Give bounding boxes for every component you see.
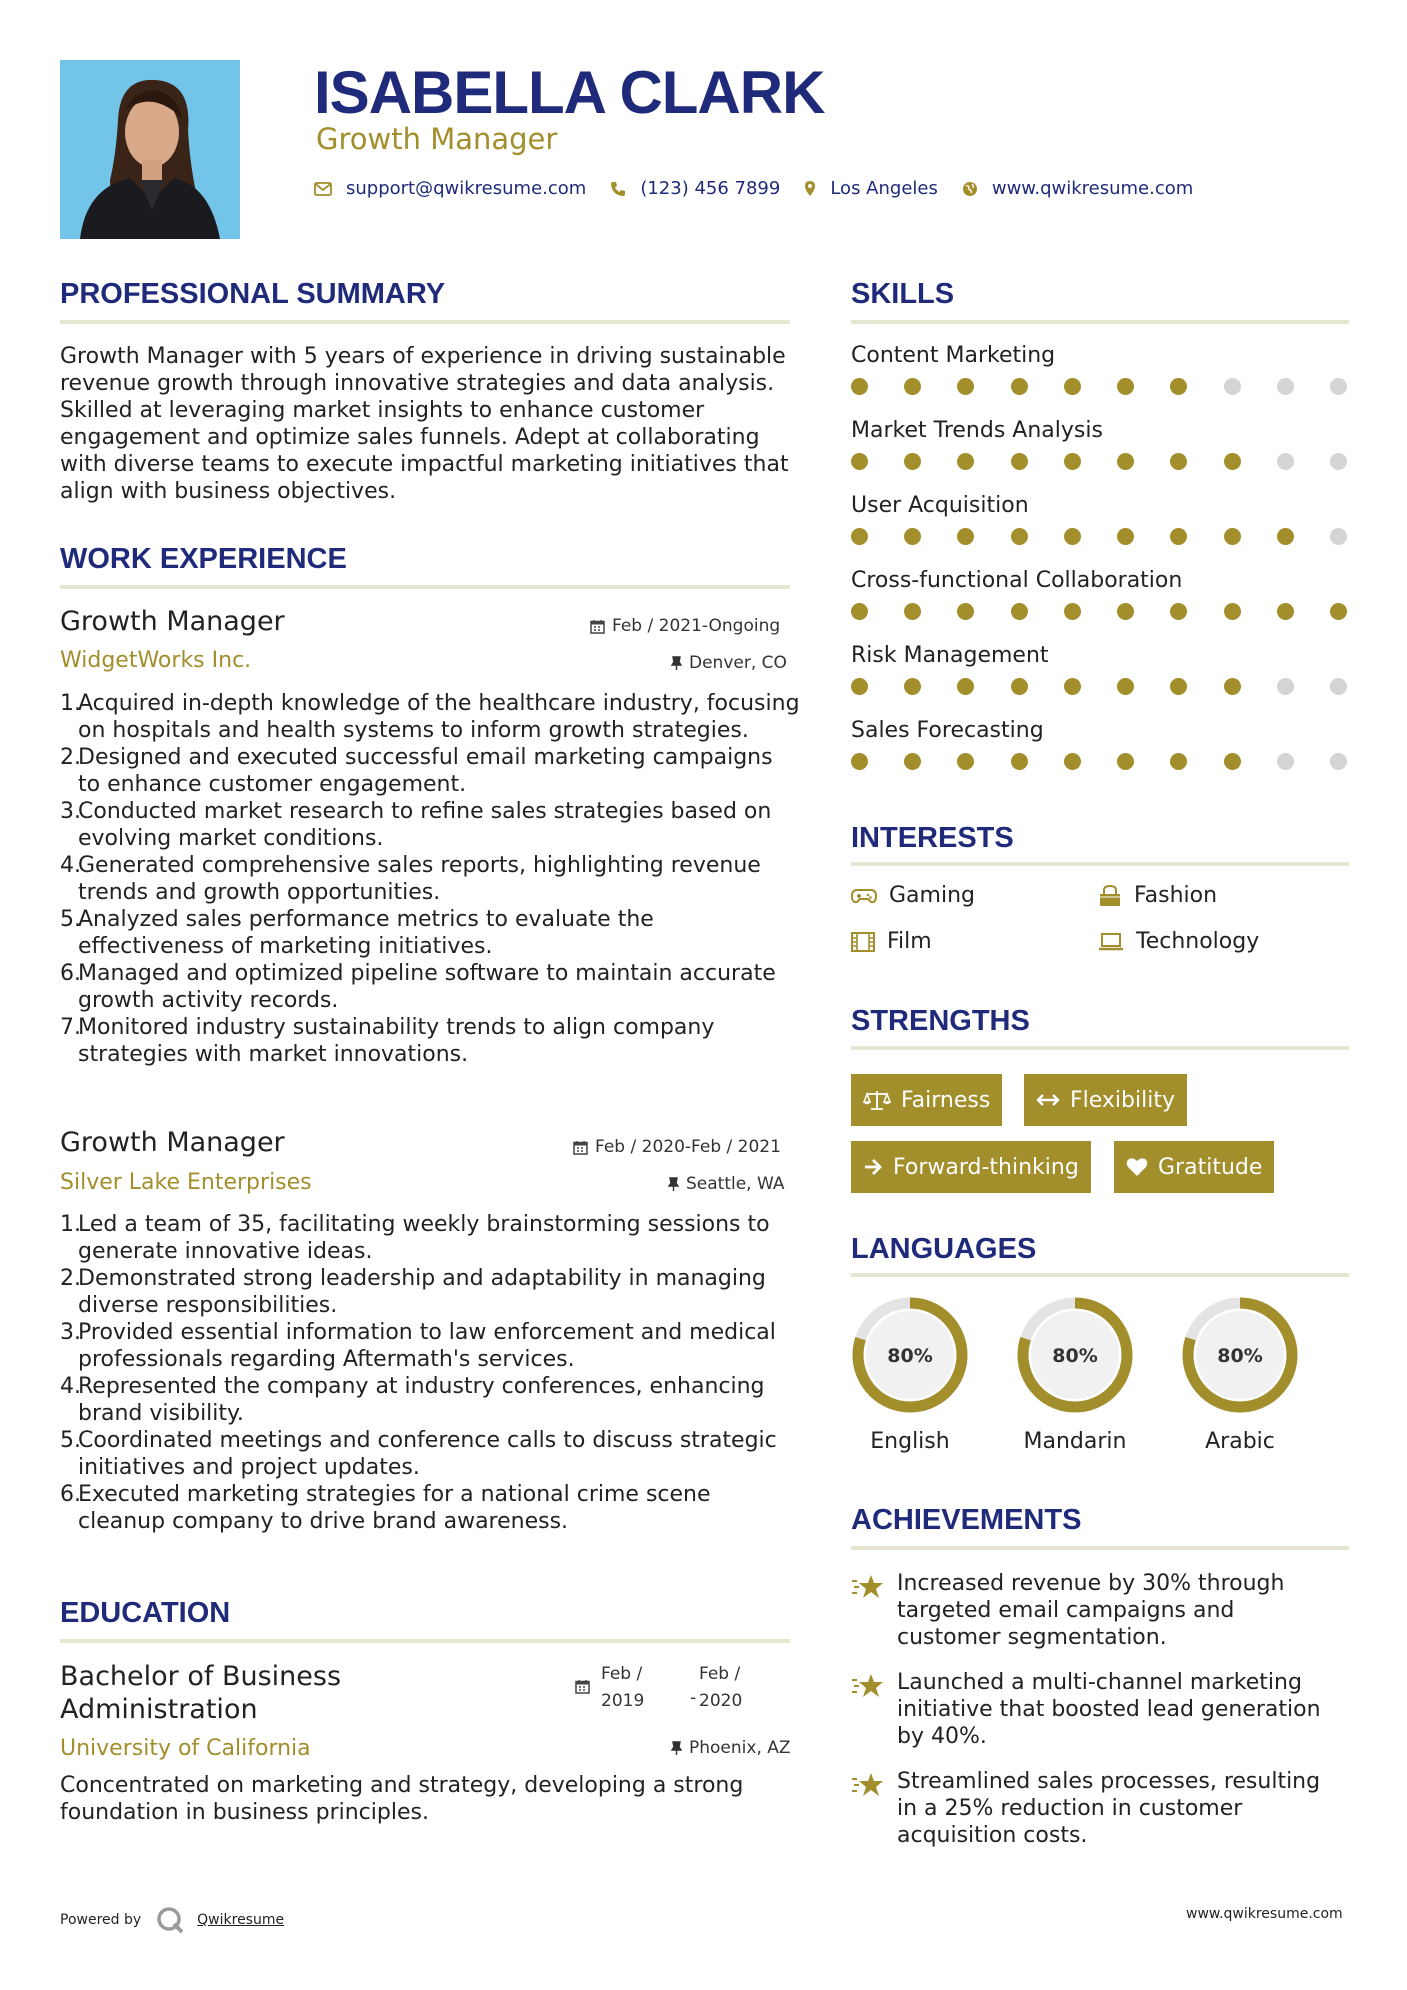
skill-rating [851, 528, 1347, 545]
rating-dot-filled [851, 453, 868, 470]
language-item [848, 1293, 972, 1454]
rating-dot-filled [1170, 453, 1187, 470]
language-name: Mandarin [1023, 1429, 1127, 1454]
skills-list [851, 343, 1351, 793]
rating-dot-filled [1170, 378, 1187, 395]
horizontal-arrows-icon [1036, 1093, 1060, 1107]
education-description: Concentrated on marketing and strategy, developing a strong foundation in business principles. [60, 1773, 744, 1825]
interest-item [851, 929, 932, 954]
rating-dot-empty [1330, 453, 1347, 470]
job-dates-text: Feb / 2020-Feb / 2021 [595, 1137, 781, 1157]
rating-dot-filled [1117, 453, 1134, 470]
rating-dot-filled [1170, 528, 1187, 545]
achievement-text: Increased revenue by 30% through targeted email campaigns and customer segmentation. [897, 1571, 1285, 1650]
rating-dot-filled [904, 678, 921, 695]
list-item: 3. Provided essential information to law enforcement and medical professionals regarding Aftermath's services. [60, 1320, 776, 1372]
achievement-item [851, 1768, 1341, 1849]
footer-website[interactable]: www.qwikresume.com [1186, 1906, 1343, 1922]
language-name: Arabic [1205, 1429, 1275, 1454]
email-text: support@qwikresume.com [346, 178, 587, 199]
interest-label: Gaming [889, 883, 975, 908]
summary-divider [60, 320, 790, 324]
rating-dot-filled [851, 378, 868, 395]
interests-divider [851, 862, 1349, 866]
skill-row [851, 418, 1351, 493]
rating-dot-filled [904, 453, 921, 470]
contact-email[interactable] [314, 178, 586, 199]
interest-label: Technology [1136, 929, 1260, 954]
rating-dot-filled [904, 528, 921, 545]
interest-label: Film [887, 929, 932, 954]
rating-dot-empty [1277, 453, 1294, 470]
language-percent: 80% [1217, 1345, 1263, 1367]
rating-dot-filled [957, 678, 974, 695]
edu-location-text: Phoenix, AZ [689, 1738, 791, 1758]
rating-dot-filled [1064, 528, 1081, 545]
interest-item [851, 883, 975, 908]
education-divider [60, 1639, 790, 1643]
award-star-icon [851, 1572, 885, 1602]
calendar-icon [573, 1140, 588, 1155]
rating-dot-filled [851, 528, 868, 545]
powered-by-text: Powered by [60, 1912, 142, 1928]
rating-dot-filled [1277, 528, 1294, 545]
achievements-divider [851, 1546, 1349, 1550]
calendar-icon [590, 619, 605, 634]
skill-row [851, 643, 1351, 718]
brand-link[interactable]: Qwikresume [197, 1912, 285, 1928]
rating-dot-empty [1277, 378, 1294, 395]
skill-rating [851, 378, 1347, 395]
job-location [668, 1174, 785, 1194]
experience-heading: WORK EXPERIENCE [60, 543, 347, 575]
language-item [1178, 1293, 1302, 1454]
rating-dot-empty [1330, 678, 1347, 695]
list-item: 5. Analyzed sales performance metrics to evaluate the effectiveness of marketing initiatives. [60, 907, 654, 959]
film-icon [851, 932, 875, 952]
rating-dot-filled [904, 378, 921, 395]
list-item: 1. Acquired in-depth knowledge of the healthcare industry, focusing on hospitals and health systems to inform growth strategies. [60, 691, 800, 743]
summary-text: Growth Manager with 5 years of experience in driving sustainable revenue growth through innovative strategies and data analysis. Skilled at leveraging market insights to enhance customer engagement and optimize sales funnels. Adept at collaborating with diverse teams to execute impactful marketing initiatives that align with business objectives. [60, 344, 789, 504]
rating-dot-filled [1170, 603, 1187, 620]
date-separator: - [690, 1688, 697, 1708]
rating-dot-filled [904, 603, 921, 620]
edu-end-date: Feb / 2020 [699, 1664, 743, 1711]
skill-rating [851, 678, 1347, 695]
strength-badge [851, 1074, 1002, 1126]
degree-line: Administration [60, 1694, 258, 1725]
candidate-name: ISABELLA CLARK [314, 59, 825, 126]
rating-dot-filled [957, 528, 974, 545]
avatar [60, 60, 240, 239]
rating-dot-filled [1170, 678, 1187, 695]
achievement-item [851, 1570, 1341, 1651]
skill-rating [851, 603, 1347, 620]
list-item: 1. Led a team of 35, facilitating weekly brainstorming sessions to generate innovative ideas. [60, 1212, 770, 1264]
contact-website[interactable] [962, 178, 1193, 199]
achievement-text: Launched a multi-channel marketing initiative that boosted lead generation by 40%. [897, 1670, 1321, 1749]
achievements-heading: ACHIEVEMENTS [851, 1504, 1082, 1536]
rating-dot-filled [957, 453, 974, 470]
skill-row [851, 568, 1351, 643]
skills-divider [851, 320, 1349, 324]
footer-powered-by [60, 1905, 284, 1935]
pushpin-icon [668, 1177, 679, 1192]
rating-dot-empty [1277, 678, 1294, 695]
company-name: WidgetWorks Inc. [60, 648, 252, 673]
contact-bar [314, 178, 1217, 199]
skill-row [851, 718, 1351, 793]
strength-badge [1024, 1074, 1187, 1126]
pushpin-icon [671, 1741, 682, 1756]
qwikresume-logo-icon [155, 1905, 185, 1935]
job-location-text: Denver, CO [689, 653, 787, 673]
rating-dot-filled [1011, 603, 1028, 620]
achievement-text: Streamlined sales processes, resulting in a 25% reduction in customer acquisition costs. [897, 1769, 1321, 1848]
calendar-icon [575, 1679, 590, 1694]
rating-dot-filled [1064, 603, 1081, 620]
skill-name: User Acquisition [851, 493, 1029, 518]
experience-divider [60, 585, 790, 589]
rating-dot-filled [1224, 453, 1241, 470]
gamepad-icon [851, 887, 877, 905]
degree-line: Bachelor of Business [60, 1661, 342, 1692]
phone-text: (123) 456 7899 [640, 178, 781, 199]
rating-dot-filled [1064, 678, 1081, 695]
interest-item [1098, 929, 1259, 954]
arrow-right-icon [863, 1158, 883, 1176]
rating-dot-filled [1011, 453, 1028, 470]
rating-dot-empty [1330, 378, 1347, 395]
strengths-divider [851, 1046, 1349, 1050]
rating-dot-filled [1117, 378, 1134, 395]
rating-dot-filled [1011, 753, 1028, 770]
language-name: English [870, 1429, 950, 1454]
languages-divider [851, 1273, 1349, 1277]
interest-label: Fashion [1134, 883, 1218, 908]
skill-row [851, 493, 1351, 568]
rating-dot-filled [1224, 678, 1241, 695]
rating-dot-filled [1224, 603, 1241, 620]
rating-dot-filled [1064, 453, 1081, 470]
strengths-heading: STRENGTHS [851, 1005, 1030, 1037]
language-percent: 80% [887, 1345, 933, 1367]
laptop-icon [1098, 933, 1124, 951]
rating-dot-filled [1117, 528, 1134, 545]
contact-location [804, 178, 938, 199]
rating-dot-filled [851, 678, 868, 695]
rating-dot-filled [957, 753, 974, 770]
rating-dot-filled [1011, 678, 1028, 695]
list-item: 3. Conducted market research to refine sales strategies based on evolving market conditions. [60, 799, 772, 851]
edu-start-date: Feb / 2019 [601, 1664, 645, 1711]
strength-badge [1114, 1141, 1274, 1193]
responsibility-list [60, 1211, 800, 1535]
list-item: 4. Generated comprehensive sales reports, highlighting revenue trends and growth opportunities. [60, 853, 761, 905]
rating-dot-empty [1224, 378, 1241, 395]
skill-row [851, 343, 1351, 418]
skill-rating [851, 753, 1347, 770]
job-dates [590, 616, 780, 636]
rating-dot-filled [1064, 378, 1081, 395]
rating-dot-filled [1277, 603, 1294, 620]
job-location-text: Seattle, WA [686, 1174, 785, 1194]
phone-icon [610, 181, 626, 197]
rating-dot-filled [1224, 528, 1241, 545]
job-title: Growth Manager [60, 606, 285, 637]
skill-name: Content Marketing [851, 343, 1056, 368]
education-heading: EDUCATION [60, 1597, 231, 1629]
rating-dot-filled [904, 753, 921, 770]
responsibility-list [60, 690, 800, 1068]
award-star-icon [851, 1770, 885, 1800]
edu-location [671, 1738, 791, 1758]
interests-heading: INTERESTS [851, 822, 1014, 854]
list-item: 4. Represented the company at industry conferences, enhancing brand visibility. [60, 1374, 765, 1426]
rating-dot-filled [1117, 678, 1134, 695]
language-percent: 80% [1052, 1345, 1098, 1367]
interest-item [1098, 883, 1217, 908]
award-star-icon [851, 1671, 885, 1701]
summary-heading: PROFESSIONAL SUMMARY [60, 278, 446, 310]
skill-name: Cross-functional Collaboration [851, 568, 1183, 593]
location-text: Los Angeles [830, 178, 938, 199]
rating-dot-filled [957, 603, 974, 620]
strength-label: Gratitude [1158, 1154, 1263, 1180]
rating-dot-empty [1330, 753, 1347, 770]
skill-name: Market Trends Analysis [851, 418, 1103, 443]
job-location [671, 653, 787, 673]
strength-label: Flexibility [1070, 1087, 1175, 1113]
skills-heading: SKILLS [851, 278, 955, 310]
rating-dot-filled [957, 378, 974, 395]
list-item: 6. Managed and optimized pipeline software to maintain accurate growth activity records. [60, 961, 776, 1013]
heart-icon [1126, 1157, 1148, 1177]
envelope-icon [314, 182, 332, 196]
rating-dot-filled [1064, 753, 1081, 770]
language-item [1013, 1293, 1137, 1454]
rating-dot-filled [1330, 603, 1347, 620]
job-dates [573, 1137, 781, 1157]
company-name: Silver Lake Enterprises [60, 1170, 312, 1195]
rating-dot-filled [1117, 603, 1134, 620]
rating-dot-filled [1011, 528, 1028, 545]
rating-dot-filled [1224, 753, 1241, 770]
rating-dot-empty [1277, 753, 1294, 770]
list-item: 2. Designed and executed successful email marketing campaigns to enhance customer engagement. [60, 745, 773, 797]
job-title: Growth Manager [60, 1127, 285, 1158]
rating-dot-filled [1011, 378, 1028, 395]
degree-name [60, 1660, 341, 1726]
list-item: 7. Monitored industry sustainability trends to align company strategies with market innovations. [60, 1015, 715, 1067]
website-text: www.qwikresume.com [991, 178, 1194, 199]
skill-rating [851, 453, 1347, 470]
school-name: University of California [60, 1736, 311, 1761]
rating-dot-filled [851, 603, 868, 620]
language-donut [1178, 1293, 1302, 1417]
pushpin-icon [671, 656, 682, 671]
skill-name: Risk Management [851, 643, 1049, 668]
rating-dot-filled [851, 753, 868, 770]
contact-phone[interactable] [610, 178, 780, 199]
language-donut [1013, 1293, 1137, 1417]
skill-name: Sales Forecasting [851, 718, 1044, 743]
balance-scale-icon [863, 1089, 891, 1111]
calendar-icon-wrap [575, 1679, 590, 1698]
language-donut [848, 1293, 972, 1417]
strength-badge [851, 1141, 1091, 1193]
candidate-title: Growth Manager [316, 122, 558, 156]
job-dates-text: Feb / 2021-Ongoing [612, 616, 781, 636]
shopping-bag-icon [1098, 885, 1122, 907]
list-item: 2. Demonstrated strong leadership and adaptability in managing diverse responsibilities. [60, 1266, 766, 1318]
rating-dot-filled [1170, 753, 1187, 770]
rating-dot-filled [1117, 753, 1134, 770]
globe-icon [962, 181, 978, 197]
profile-photo [60, 60, 240, 239]
map-pin-icon [804, 180, 816, 197]
rating-dot-empty [1330, 528, 1347, 545]
achievement-item [851, 1669, 1341, 1750]
strength-label: Fairness [901, 1087, 991, 1113]
list-item: 5. Coordinated meetings and conference calls to discuss strategic initiatives and project updates. [60, 1428, 777, 1480]
list-item: 6. Executed marketing strategies for a national crime scene cleanup company to drive brand awareness. [60, 1482, 711, 1534]
languages-list [848, 1293, 1328, 1463]
strength-label: Forward-thinking [893, 1154, 1079, 1180]
languages-heading: LANGUAGES [851, 1233, 1037, 1265]
